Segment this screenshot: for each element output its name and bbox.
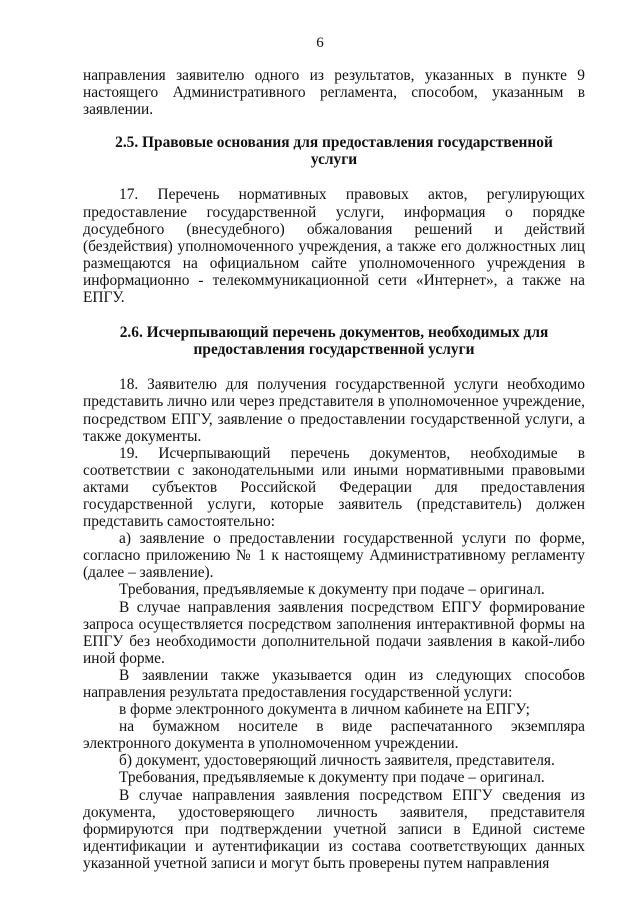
paragraph-19: 19. Исчерпывающий перечень документов, необходимые в соответствии с законодательными или иными нормативными правовыми актами субъектов Российской Федерации для предоставления государственной услуги, которые заявитель (представитель) должен представить самостоятельно: [83, 444, 585, 531]
section-heading-2-6: 2.6. Исчерпывающий перечень документов, необходимых для предоставления государственной услуги [119, 324, 549, 359]
paragraph-epgu-identity: В случае направления заявления посредством ЕПГУ сведения из документа, удостоверяющего личность заявителя, представителя формируются при подтверждении учетной записи в Единой системе идентификации и аутентификации из состава соответствующих данных указанной учетной записи и могут быть проверены путем направления [83, 786, 585, 872]
paragraph-17: 17. Перечень нормативных правовых актов, регулирующих предоставление государственной услуги, информация о порядке досудебного (внесудебного) обжалования решений и действий (бездействия) уполномоченного учреждения, а также его должностных лиц размещаются на официальном сайте уполномоченного учреждения в информационно - телекоммуникационной сети «Интернет», а также на ЕПГУ. [83, 186, 585, 307]
paragraph-method-intro: В заявлении также указывается один из следующих способов направления результата предоставления государственной услуги: [83, 666, 585, 701]
paragraph-requirement-1: Требования, предъявляемые к документу при подаче – оригинал. [119, 581, 545, 599]
paragraph-19b: б) документ, удостоверяющий личность заявителя, представителя. [119, 752, 555, 770]
paragraph-18: 18. Заявителю для получения государственной услуги необходимо представить лично или через представителя в уполномоченное учреждение, посредством ЕПГУ, заявление о предоставлении государственной услуги, а также документы. [83, 376, 585, 445]
paragraph-requirement-2: Требования, предъявляемые к документу при подаче – оригинал. [119, 769, 545, 787]
paragraph-19a: а) заявление о предоставлении государственной услуги по форме, согласно приложению № 1 к настоящему Административному регламенту (далее – заявление). [83, 530, 585, 582]
paragraph-intro: направления заявителю одного из результатов, указанных в пункте 9 настоящего Административного регламента, способом, указанным в заявлении. [83, 67, 585, 119]
paragraph-epgu-case: В случае направления заявления посредством ЕПГУ формирование запроса осуществляется посредством заполнения интерактивной формы на ЕПГУ без необходимости дополнительной подачи заявления в какой-либо иной форме. [83, 598, 585, 667]
paragraph-method-1: в форме электронного документа в личном кабинете на ЕПГУ; [119, 701, 530, 719]
section-heading-2-5: 2.5. Правовые основания для предоставления государственной услуги [115, 134, 553, 169]
page-number: 6 [316, 35, 324, 51]
paragraph-method-2: на бумажном носителе в виде распечатанного экземпляра электронного документа в уполномоченном учреждении. [83, 718, 585, 753]
document-body [83, 67, 585, 872]
